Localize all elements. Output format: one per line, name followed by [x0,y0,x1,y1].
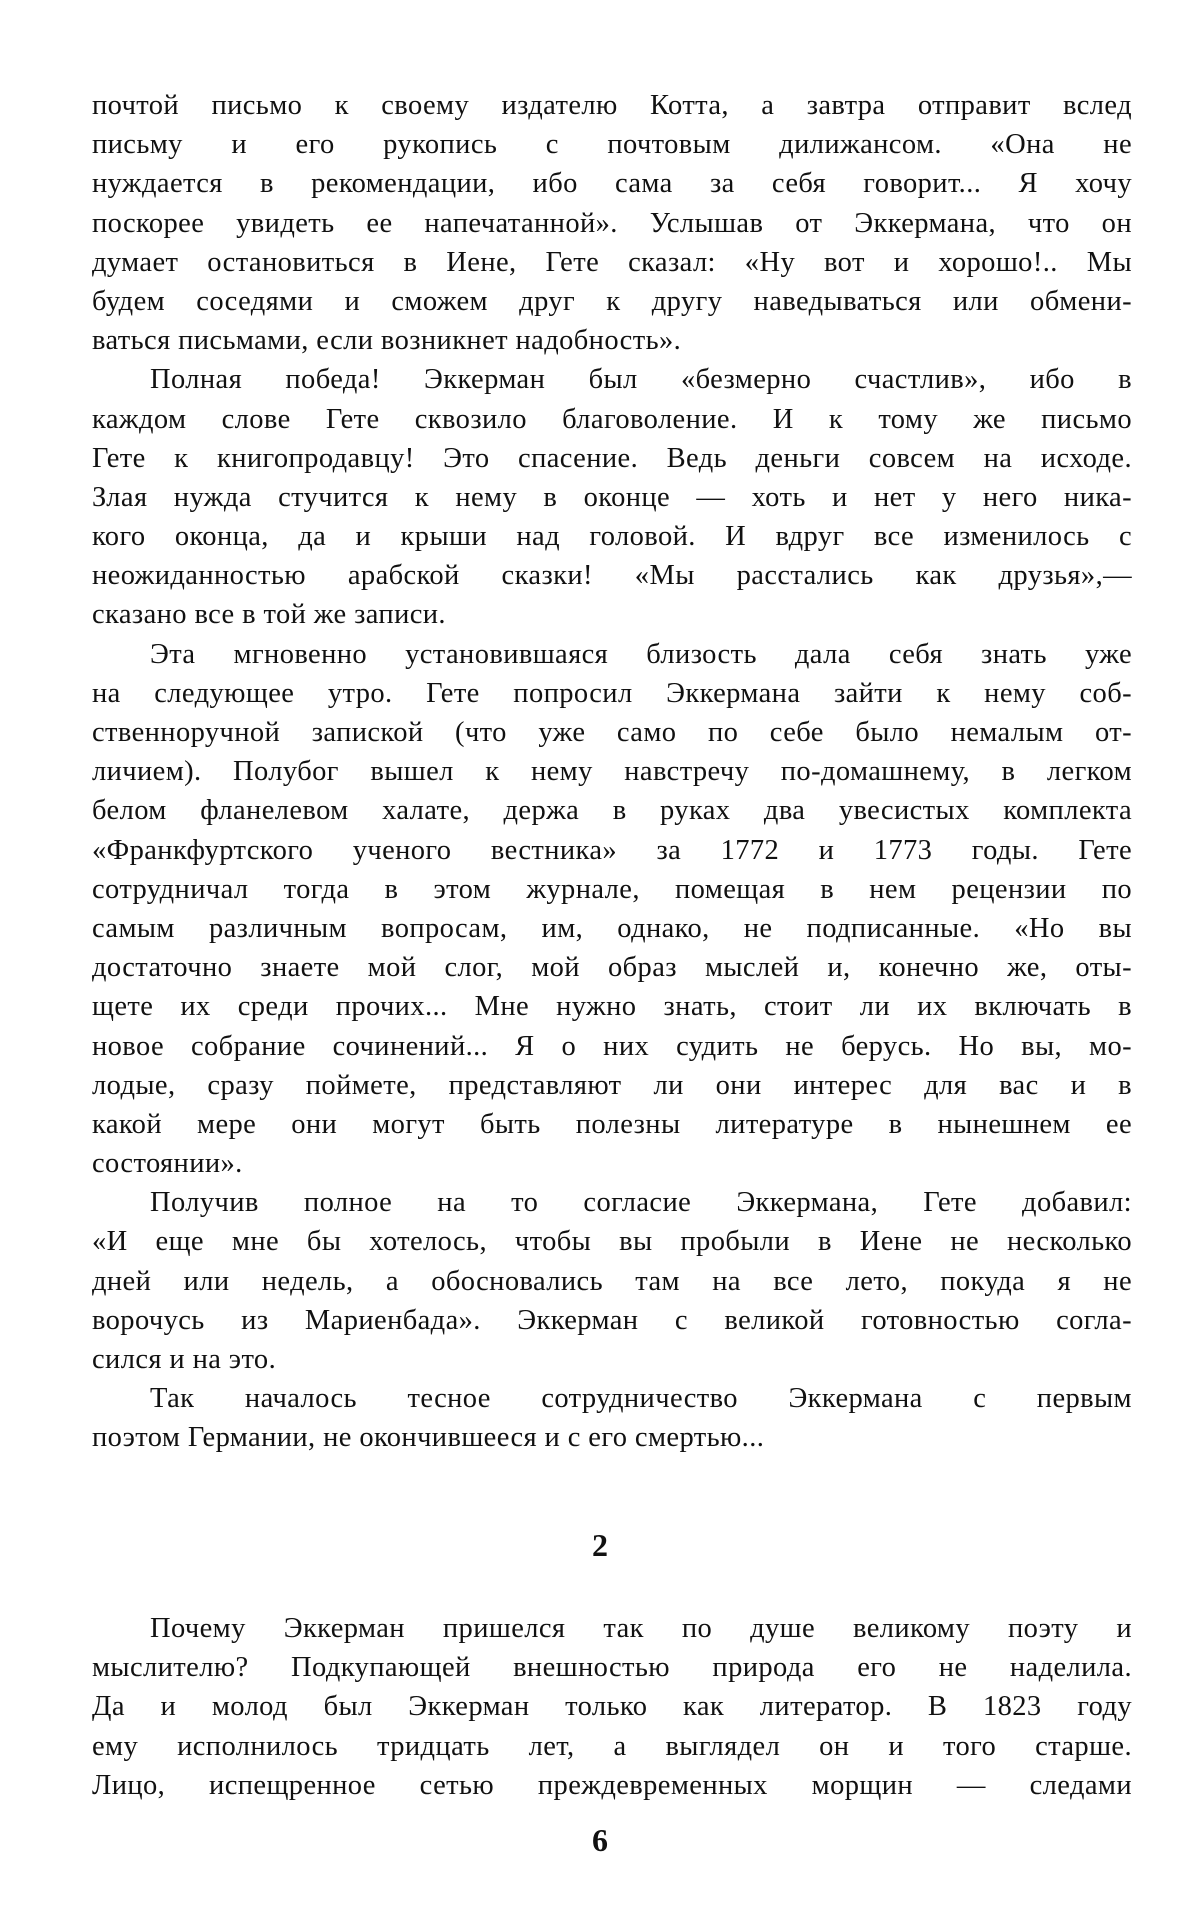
text-line: щете их среди прочих... Мне нужно знать, стоит ли их включать в [92,991,1132,1023]
paragraph-2 [92,360,1132,634]
section-number: 2 [592,1527,608,1563]
text-line: достаточно знаете мой слог, мой образ мыслей и, конечно же, оты- [92,952,1132,984]
text-line: Так началось тесное сотрудничество Эккермана с первым [150,1383,1132,1415]
text-line: сотрудничал тогда в этом журнале, помещая в нем рецензии по [92,873,1132,905]
text-line: новое собрание сочинений... Я о них судить не берусь. Но вы, мо- [92,1030,1132,1062]
text-line: Лицо, испещренное сетью преждевременных морщин — следами [92,1769,1132,1801]
text-line: белом фланелевом халате, держа в руках два увесистых комплекта [92,795,1132,827]
text-line: Почему Эккерман пришелся так по душе великому поэту и [150,1613,1132,1644]
paragraph-3 [92,635,1132,1184]
text-line: каждом слове Гете сквозило благоволение. И к тому же письмо [92,403,1132,435]
text-line: на следующее утро. Гете попросил Эккермана зайти к нему соб- [92,677,1132,709]
paragraph-1 [92,86,1132,360]
text-line: сказано все в той же записи. [92,599,446,631]
text-line: письму и его рукопись с почтовым дилижансом. «Она не [92,129,1132,161]
text-line: самым различным вопросам, им, однако, не подписанные. «Но вы [92,912,1132,944]
section-2-text [92,1609,1132,1805]
page-number: 6 [592,1822,608,1858]
text-line: мыслителю? Подкупающей внешностью природа его не наделила. [92,1652,1132,1684]
text-line: Полная победа! Эккерман был «безмерно счастлив», ибо в [150,364,1132,396]
text-line: поэтом Германии, не окончившееся и с его смертью... [92,1422,765,1454]
text-line: лодые, сразу поймете, представляют ли они интерес для вас и в [92,1069,1132,1101]
main-text [92,86,1132,1458]
text-line: «Франкфуртского ученого вестника» за 1772 и 1773 годы. Гете [92,834,1132,866]
text-line: «И еще мне бы хотелось, чтобы вы пробыли в Иене не несколько [92,1226,1132,1258]
text-line: Получив полное на то согласие Эккермана, Гете добавил: [150,1187,1132,1219]
text-line: ственноручной запиской (что уже само по себе было немалым от- [92,717,1132,748]
text-line: будем соседями и сможем друг к другу наведываться или обмени- [92,285,1132,317]
text-line: кого оконца, да и крыши над головой. И вдруг все изменилось с [92,521,1132,553]
text-line: поскорее увидеть ее напечатанной». Услышав от Эккермана, что он [92,207,1132,239]
text-line: неожиданностью арабской сказки! «Мы расстались как друзья»,— [92,560,1132,592]
text-line: Злая нужда стучится к нему в оконце — хоть и нет у него ника- [92,481,1132,513]
text-line: думает остановиться в Иене, Гете сказал: «Ну вот и хорошо!.. Мы [92,246,1132,278]
text-line: Да и молод был Эккерман только как литератор. В 1823 году [92,1691,1132,1723]
text-line: Эта мгновенно установившаяся близость дала себя знать уже [150,638,1132,670]
text-line: ваться письмами, если возникнет надобность». [92,325,682,357]
text-line: личием). Полубог вышел к нему навстречу по-домашнему, в легком [92,756,1132,788]
text-line: состоянии». [92,1148,243,1180]
paragraph-5 [92,1379,1132,1457]
text-line: Гете к книгопродавцу! Это спасение. Ведь деньги совсем на исходе. [92,442,1132,474]
text-line: почтой письмо к своему издателю Котта, а завтра отправит вслед [92,90,1132,121]
text-line: ему исполнилось тридцать лет, а выглядел он и того старше. [92,1730,1132,1762]
paragraph-4 [92,1183,1132,1379]
text-line: сился и на это. [92,1344,277,1375]
text-line: дней или недель, а обосновались там на все лето, покуда я не [92,1265,1132,1297]
text-line: нуждается в рекомендации, ибо сама за себя говорит... Я хочу [92,168,1132,200]
text-line: ворочусь из Мариенбада». Эккерман с великой готовностью согла- [92,1304,1132,1336]
text-line: какой мере они могут быть полезны литературе в нынешнем ее [92,1108,1132,1140]
